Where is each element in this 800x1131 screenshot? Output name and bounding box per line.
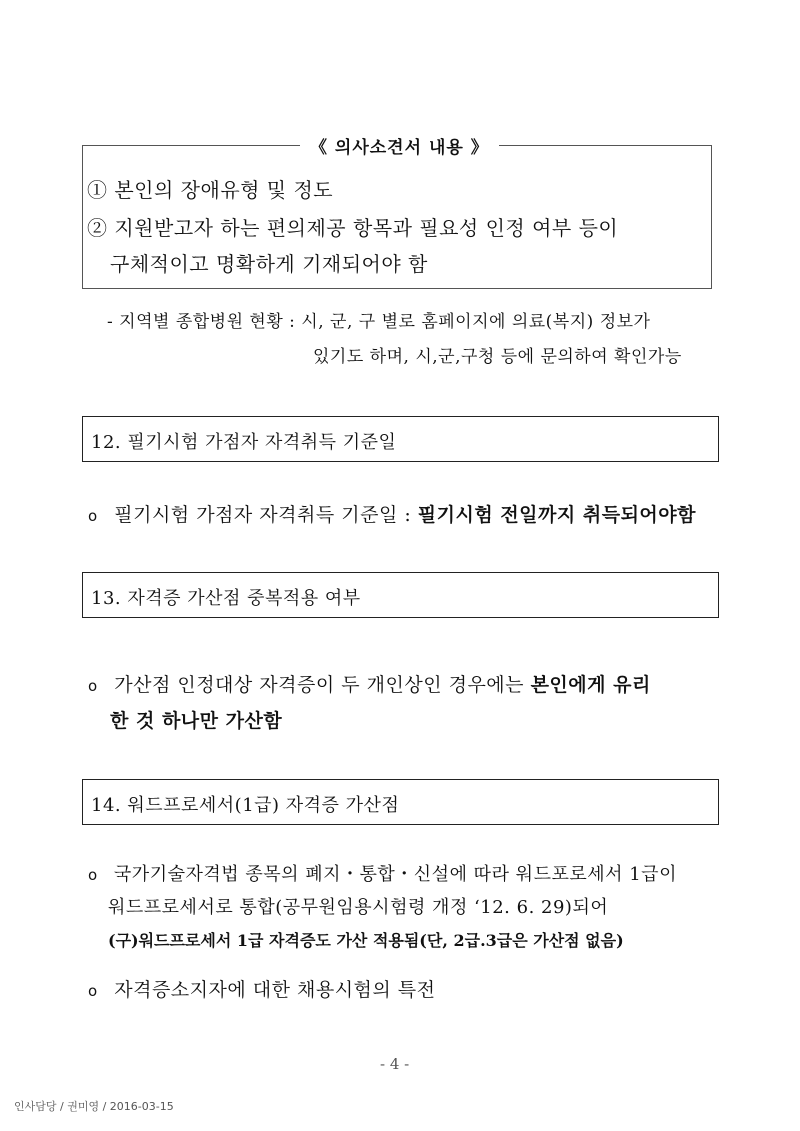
section-12-text: 필기시험 가점자 자격취득 기준일 : — [114, 504, 418, 526]
section-14-item-2 — [88, 975, 436, 1002]
section-13-heading-box — [82, 572, 719, 618]
print-stamp: 인사담당 / 권미영 / 2016-03-15 — [14, 1100, 174, 1113]
bullet-icon: o — [88, 677, 98, 695]
opinion-item-2-line-2: 구체적이고 명확하게 기재되어야 함 — [110, 252, 428, 276]
section-14-line-2: 워드프로세서로 통합(공무원임용시험령 개정 ‘12. 6. 29)되어 — [108, 897, 609, 918]
section-12-heading: 12. 필기시험 가점자 자격취득 기준일 — [91, 432, 397, 453]
section-13-text-bold-1: 본인에게 유리 — [530, 674, 651, 696]
section-13-heading: 13. 자격증 가산점 중복적용 여부 — [91, 588, 361, 609]
section-14-heading-box — [82, 779, 719, 825]
bullet-icon: o — [88, 982, 98, 1000]
page-number: - 4 - — [380, 1055, 410, 1073]
opinion-box-title: 《 의사소견서 내용 》 — [300, 133, 499, 158]
section-12-item — [88, 500, 696, 527]
section-14-line-3: (구)워드프로세서 1급 자격증도 가산 적용됨(단, 2급.3급은 가산점 없음) — [108, 931, 624, 950]
opinion-item-2-line-1: ② 지원받고자 하는 편의제공 항목과 필요성 인정 여부 등이 — [87, 216, 619, 240]
section-12-text-bold: 필기시험 전일까지 취득되어야함 — [417, 504, 696, 526]
hospital-note-line-1: - 지역별 종합병원 현황 : 시, 군, 구 별로 홈페이지에 의료(복지) 정보가 — [107, 312, 651, 332]
bullet-icon: o — [88, 866, 98, 884]
section-12-heading-box — [82, 416, 719, 462]
section-13-text-bold-2: 한 것 하나만 가산함 — [110, 710, 283, 732]
bullet-icon: o — [88, 507, 98, 525]
section-14-line-1: 국가기술자격법 종목의 폐지・통합・신설에 따라 워드포로세서 1급이 — [113, 864, 677, 885]
section-14-heading: 14. 워드프로세서(1급) 자격증 가산점 — [91, 795, 400, 816]
opinion-item-1: ① 본인의 장애유형 및 정도 — [87, 178, 334, 202]
section-13-item — [88, 670, 651, 697]
section-14-item-1 — [88, 860, 677, 886]
section-13-text: 가산점 인정대상 자격증이 두 개인상인 경우에는 — [114, 674, 531, 696]
section-14-line-4: 자격증소지자에 대한 채용시험의 특전 — [114, 979, 436, 1001]
hospital-note-line-2: 있기도 하며, 시,군,구청 등에 문의하여 확인가능 — [313, 347, 682, 367]
